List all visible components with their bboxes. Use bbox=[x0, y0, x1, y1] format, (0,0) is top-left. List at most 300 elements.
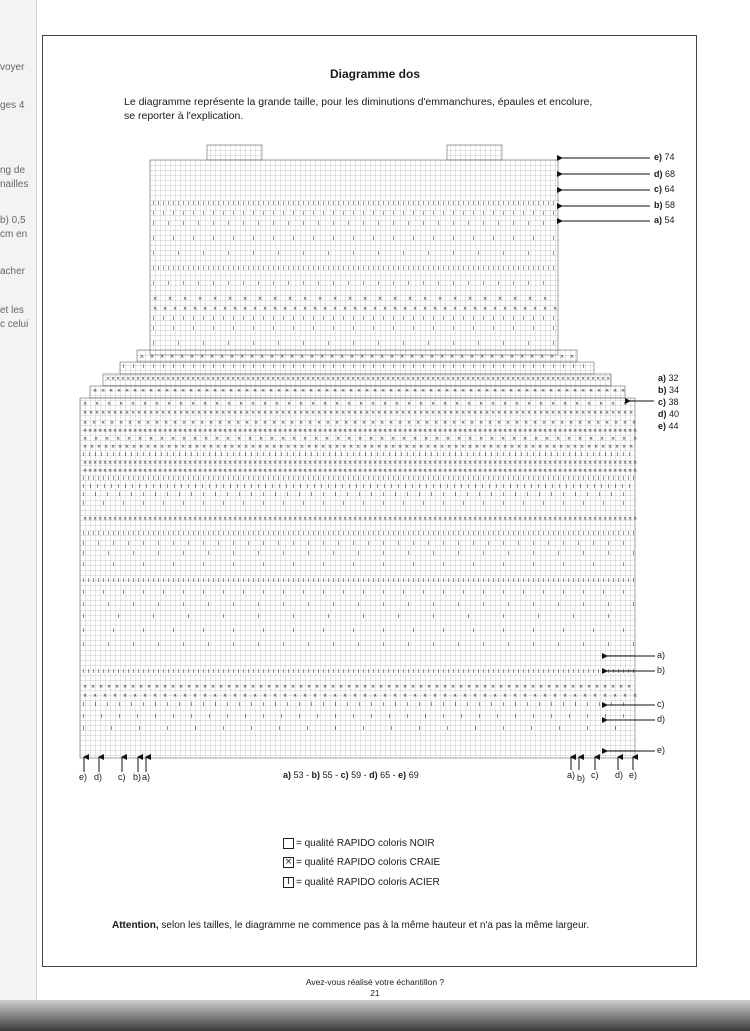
acier-stitch-mark: I bbox=[233, 476, 235, 482]
acier-stitch-mark: I bbox=[633, 602, 635, 608]
acier-stitch-mark: × bbox=[371, 684, 376, 690]
acier-stitch-mark: × bbox=[393, 516, 398, 522]
acier-stitch-mark: × bbox=[500, 354, 505, 360]
acier-stitch-mark: I bbox=[398, 531, 400, 537]
acier-stitch-mark: × bbox=[119, 420, 124, 426]
acier-stitch-mark: × bbox=[468, 516, 473, 522]
acier-stitch-mark: I bbox=[155, 492, 157, 498]
acier-stitch-mark: × bbox=[598, 428, 603, 434]
acier-stitch-mark: I bbox=[503, 452, 505, 458]
acier-stitch-mark: I bbox=[153, 614, 155, 620]
acier-stitch-mark: × bbox=[168, 460, 173, 466]
acier-stitch-mark: I bbox=[473, 266, 475, 272]
acier-stitch-mark: × bbox=[587, 684, 592, 690]
acier-stitch-mark: I bbox=[633, 642, 635, 648]
acier-stitch-mark: × bbox=[376, 376, 381, 382]
acier-stitch-mark: I bbox=[348, 531, 350, 537]
acier-stitch-mark: I bbox=[143, 578, 145, 584]
acier-stitch-mark: × bbox=[633, 460, 638, 466]
acier-stitch-mark: I bbox=[623, 590, 625, 596]
acier-stitch-mark: × bbox=[160, 354, 165, 360]
acier-stitch-mark: I bbox=[425, 714, 427, 720]
acier-stitch-mark: I bbox=[293, 484, 295, 490]
acier-stitch-mark: × bbox=[93, 388, 98, 394]
acier-stitch-mark: × bbox=[413, 306, 418, 312]
acier-stitch-mark: × bbox=[563, 401, 568, 407]
acier-stitch-mark: I bbox=[83, 501, 85, 507]
acier-stitch-mark: I bbox=[263, 714, 265, 720]
acier-stitch-mark: I bbox=[279, 726, 281, 732]
acier-stitch-mark: × bbox=[226, 376, 231, 382]
acier-stitch-mark: I bbox=[478, 669, 480, 675]
acier-stitch-mark: × bbox=[108, 516, 113, 522]
acier-stitch-mark: I bbox=[131, 702, 133, 708]
acier-stitch-mark: × bbox=[403, 306, 408, 312]
acier-stitch-mark: × bbox=[215, 436, 220, 442]
acier-stitch-mark: I bbox=[193, 236, 195, 242]
acier-stitch-mark: × bbox=[139, 444, 144, 450]
acier-stitch-mark: × bbox=[368, 516, 373, 522]
acier-stitch-mark: I bbox=[573, 476, 575, 482]
acier-stitch-mark: × bbox=[353, 693, 358, 699]
acier-stitch-mark: I bbox=[423, 266, 425, 272]
acier-stitch-mark: I bbox=[163, 476, 165, 482]
acier-stitch-mark: I bbox=[188, 578, 190, 584]
acier-stitch-mark: I bbox=[273, 326, 275, 332]
acier-stitch-mark: I bbox=[463, 201, 465, 207]
acier-stitch-mark: × bbox=[268, 468, 273, 474]
acier-stitch-mark: I bbox=[283, 578, 285, 584]
acier-stitch-mark: I bbox=[93, 578, 95, 584]
acier-stitch-mark: × bbox=[176, 376, 181, 382]
acier-stitch-mark: × bbox=[611, 401, 616, 407]
acier-stitch-mark: I bbox=[483, 281, 485, 287]
acier-stitch-mark: I bbox=[133, 669, 135, 675]
acier-stitch-mark: I bbox=[251, 484, 253, 490]
acier-stitch-mark: × bbox=[123, 460, 128, 466]
acier-stitch-mark: I bbox=[103, 501, 105, 507]
acier-stitch-mark: I bbox=[343, 211, 345, 217]
acier-stitch-mark: I bbox=[423, 201, 425, 207]
acier-stitch-mark: I bbox=[133, 642, 135, 648]
acier-stitch-mark: × bbox=[538, 428, 543, 434]
acier-stitch-mark: × bbox=[489, 444, 494, 450]
acier-stitch-mark: I bbox=[467, 452, 469, 458]
acier-stitch-mark: I bbox=[143, 452, 145, 458]
acier-stitch-mark: I bbox=[618, 531, 620, 537]
acier-stitch-mark: I bbox=[173, 326, 175, 332]
acier-stitch-mark: × bbox=[105, 436, 110, 442]
acier-stitch-mark: I bbox=[227, 702, 229, 708]
acier-stitch-mark: I bbox=[83, 476, 85, 482]
acier-stitch-mark: I bbox=[408, 531, 410, 537]
acier-stitch-mark: I bbox=[438, 578, 440, 584]
acier-stitch-mark: I bbox=[243, 590, 245, 596]
acier-stitch-mark: I bbox=[363, 578, 365, 584]
acier-stitch-mark: I bbox=[578, 476, 580, 482]
acier-stitch-mark: I bbox=[373, 364, 375, 370]
acier-stitch-mark: × bbox=[503, 444, 508, 450]
acier-stitch-mark: I bbox=[138, 531, 140, 537]
acier-stitch-mark: I bbox=[179, 492, 181, 498]
acier-stitch-mark: × bbox=[270, 354, 275, 360]
acier-stitch-mark: × bbox=[193, 468, 198, 474]
acier-stitch-mark: I bbox=[173, 316, 175, 322]
intro-text: Le diagramme représente la grande taille, pour les diminutions d'emmanchures, épaules et encolure, se reporter à l'explication. bbox=[124, 96, 593, 122]
acier-stitch-mark: × bbox=[458, 460, 463, 466]
acier-stitch-mark: × bbox=[183, 516, 188, 522]
acier-stitch-mark: I bbox=[83, 452, 85, 458]
acier-stitch-mark: × bbox=[587, 410, 592, 416]
acier-stitch-mark: × bbox=[198, 468, 203, 474]
acier-stitch-mark: × bbox=[383, 460, 388, 466]
acier-stitch-mark: I bbox=[378, 578, 380, 584]
acier-stitch-mark: × bbox=[153, 460, 158, 466]
acier-stitch-mark: I bbox=[478, 531, 480, 537]
acier-stitch-mark: I bbox=[517, 484, 519, 490]
acier-stitch-mark: I bbox=[493, 364, 495, 370]
acier-stitch-mark: I bbox=[137, 714, 139, 720]
acier-stitch-mark: × bbox=[419, 444, 424, 450]
acier-stitch-mark: × bbox=[341, 376, 346, 382]
acier-stitch-mark: × bbox=[383, 401, 388, 407]
acier-stitch-mark: I bbox=[243, 221, 245, 227]
acier-stitch-mark: I bbox=[118, 484, 120, 490]
acier-stitch-mark: I bbox=[183, 590, 185, 596]
acier-stitch-mark: I bbox=[533, 201, 535, 207]
acier-stitch-mark: I bbox=[533, 364, 535, 370]
acier-stitch-mark: I bbox=[403, 364, 405, 370]
acier-stitch-mark: I bbox=[363, 211, 365, 217]
acier-stitch-mark: I bbox=[208, 266, 210, 272]
acier-stitch-mark: × bbox=[267, 684, 272, 690]
acier-stitch-mark: I bbox=[233, 642, 235, 648]
acier-stitch-mark: I bbox=[599, 452, 601, 458]
acier-stitch-mark: × bbox=[545, 410, 550, 416]
acier-stitch-mark: × bbox=[468, 444, 473, 450]
acier-stitch-mark: × bbox=[283, 468, 288, 474]
acier-stitch-mark: × bbox=[163, 460, 168, 466]
acier-stitch-mark: × bbox=[263, 468, 268, 474]
acier-stitch-mark: × bbox=[551, 410, 556, 416]
acier-stitch-mark: × bbox=[280, 354, 285, 360]
acier-stitch-mark: × bbox=[359, 410, 364, 416]
acier-stitch-mark: I bbox=[359, 702, 361, 708]
acier-stitch-mark: × bbox=[453, 460, 458, 466]
acier-stitch-mark: I bbox=[173, 201, 175, 207]
acier-stitch-mark: × bbox=[253, 693, 258, 699]
acier-stitch-mark: I bbox=[383, 211, 385, 217]
acier-stitch-mark: I bbox=[358, 476, 360, 482]
acier-stitch-mark: I bbox=[185, 452, 187, 458]
acier-stitch-mark: I bbox=[213, 326, 215, 332]
acier-stitch-mark: × bbox=[287, 401, 292, 407]
acier-stitch-mark: I bbox=[373, 531, 375, 537]
acier-stitch-mark: I bbox=[293, 562, 295, 568]
acier-stitch-mark: I bbox=[378, 221, 380, 227]
acier-stitch-mark: I bbox=[153, 484, 155, 490]
acier-stitch-mark: I bbox=[603, 578, 605, 584]
acier-stitch-mark: I bbox=[513, 221, 515, 227]
acier-stitch-mark: × bbox=[553, 306, 558, 312]
acier-stitch-mark: I bbox=[448, 531, 450, 537]
acier-stitch-mark: I bbox=[308, 602, 310, 608]
acier-stitch-mark: × bbox=[573, 693, 578, 699]
acier-stitch-mark: × bbox=[347, 410, 352, 416]
acier-stitch-mark: I bbox=[433, 211, 435, 217]
acier-stitch-mark: I bbox=[543, 531, 545, 537]
acier-stitch-mark: × bbox=[523, 468, 528, 474]
acier-stitch-mark: I bbox=[488, 476, 490, 482]
acier-stitch-mark: × bbox=[193, 428, 198, 434]
acier-stitch-mark: × bbox=[403, 460, 408, 466]
acier-stitch-mark: × bbox=[493, 460, 498, 466]
acier-stitch-mark: I bbox=[569, 714, 571, 720]
acier-stitch-mark: I bbox=[173, 628, 175, 634]
acier-stitch-mark: I bbox=[503, 726, 505, 732]
acier-stitch-mark: I bbox=[475, 484, 477, 490]
acier-stitch-mark: I bbox=[318, 531, 320, 537]
acier-stitch-mark: × bbox=[583, 693, 588, 699]
acier-stitch-mark: × bbox=[83, 444, 88, 450]
acier-stitch-mark: I bbox=[428, 669, 430, 675]
acier-stitch-mark: × bbox=[573, 516, 578, 522]
acier-stitch-mark: I bbox=[393, 221, 395, 227]
acier-stitch-mark: I bbox=[89, 452, 91, 458]
acier-stitch-mark: × bbox=[463, 516, 468, 522]
acier-stitch-mark: × bbox=[133, 693, 138, 699]
acier-stitch-mark: I bbox=[458, 266, 460, 272]
acier-stitch-mark: I bbox=[403, 341, 405, 347]
acier-stitch-mark: × bbox=[193, 306, 198, 312]
acier-stitch-mark: I bbox=[531, 726, 533, 732]
acier-stitch-mark: I bbox=[443, 714, 445, 720]
acier-stitch-mark: I bbox=[543, 669, 545, 675]
acier-stitch-mark: × bbox=[275, 401, 280, 407]
margin-fragment: cm en bbox=[0, 229, 28, 240]
acier-stitch-mark: I bbox=[298, 476, 300, 482]
acier-stitch-mark: × bbox=[187, 684, 192, 690]
acier-stitch-mark: I bbox=[496, 484, 498, 490]
acier-stitch-mark: I bbox=[253, 531, 255, 537]
acier-stitch-mark: × bbox=[358, 516, 363, 522]
acier-stitch-mark: I bbox=[473, 562, 475, 568]
acier-stitch-mark: I bbox=[433, 326, 435, 332]
acier-stitch-mark: I bbox=[438, 281, 440, 287]
acier-stitch-mark: I bbox=[368, 578, 370, 584]
acier-stitch-mark: I bbox=[548, 531, 550, 537]
acier-stitch-mark: I bbox=[368, 669, 370, 675]
acier-stitch-mark: × bbox=[553, 468, 558, 474]
acier-stitch-mark: × bbox=[403, 684, 408, 690]
acier-stitch-mark: × bbox=[401, 376, 406, 382]
acier-stitch-mark: I bbox=[125, 452, 127, 458]
acier-stitch-mark: I bbox=[209, 484, 211, 490]
acier-stitch-mark: I bbox=[473, 452, 475, 458]
acier-stitch-mark: × bbox=[118, 444, 123, 450]
acier-stitch-mark: I bbox=[328, 251, 330, 257]
acier-stitch-mark: × bbox=[298, 468, 303, 474]
acier-stitch-mark: I bbox=[158, 266, 160, 272]
acier-stitch-mark: I bbox=[283, 590, 285, 596]
acier-stitch-mark: × bbox=[515, 420, 520, 426]
acier-stitch-mark: × bbox=[143, 428, 148, 434]
acier-stitch-mark: I bbox=[243, 266, 245, 272]
acier-stitch-mark: I bbox=[587, 492, 589, 498]
acier-stitch-mark: × bbox=[579, 684, 584, 690]
acier-stitch-mark: I bbox=[133, 602, 135, 608]
acier-stitch-mark: I bbox=[143, 492, 145, 498]
acier-stitch-mark: I bbox=[478, 476, 480, 482]
acier-stitch-mark: I bbox=[303, 211, 305, 217]
acier-stitch-mark: × bbox=[303, 460, 308, 466]
acier-stitch-mark: I bbox=[263, 590, 265, 596]
acier-stitch-mark: I bbox=[473, 628, 475, 634]
acier-stitch-mark: I bbox=[443, 628, 445, 634]
acier-stitch-mark: I bbox=[553, 578, 555, 584]
acier-stitch-mark: I bbox=[483, 531, 485, 537]
acier-stitch-mark: × bbox=[103, 468, 108, 474]
acier-stitch-mark: × bbox=[311, 376, 316, 382]
acier-stitch-mark: I bbox=[478, 251, 480, 257]
acier-stitch-mark: I bbox=[528, 578, 530, 584]
acier-stitch-mark: I bbox=[527, 702, 529, 708]
acier-stitch-mark: × bbox=[398, 516, 403, 522]
acier-stitch-mark: × bbox=[204, 436, 209, 442]
acier-stitch-mark: × bbox=[328, 516, 333, 522]
acier-stitch-mark: I bbox=[167, 726, 169, 732]
acier-stitch-mark: I bbox=[298, 201, 300, 207]
acier-stitch-mark: × bbox=[493, 693, 498, 699]
acier-stitch-mark: × bbox=[618, 468, 623, 474]
acier-stitch-mark: × bbox=[379, 684, 384, 690]
acier-stitch-mark: × bbox=[137, 420, 142, 426]
acier-stitch-mark: I bbox=[419, 492, 421, 498]
acier-stitch-mark: I bbox=[498, 266, 500, 272]
acier-stitch-mark: × bbox=[434, 420, 439, 426]
acier-stitch-mark: × bbox=[558, 428, 563, 434]
acier-stitch-mark: I bbox=[123, 531, 125, 537]
acier-stitch-mark: × bbox=[119, 410, 124, 416]
acier-stitch-mark: × bbox=[593, 410, 598, 416]
acier-stitch-mark: × bbox=[209, 444, 214, 450]
acier-stitch-mark: × bbox=[277, 388, 282, 394]
acier-stitch-mark: I bbox=[168, 669, 170, 675]
acier-stitch-mark: I bbox=[608, 531, 610, 537]
acier-stitch-mark: I bbox=[113, 452, 115, 458]
acier-stitch-mark: I bbox=[483, 221, 485, 227]
acier-stitch-mark: × bbox=[633, 693, 638, 699]
acier-stitch-mark: I bbox=[223, 531, 225, 537]
acier-stitch-mark: I bbox=[503, 316, 505, 322]
acier-stitch-mark: × bbox=[119, 401, 124, 407]
acier-stitch-mark: I bbox=[383, 541, 385, 547]
acier-stitch-mark: × bbox=[83, 410, 88, 416]
acier-stitch-mark: I bbox=[348, 266, 350, 272]
acier-stitch-mark: × bbox=[623, 516, 628, 522]
acier-stitch-mark: I bbox=[428, 201, 430, 207]
acier-stitch-mark: I bbox=[209, 714, 211, 720]
acier-stitch-mark: × bbox=[461, 388, 466, 394]
acier-stitch-mark: I bbox=[348, 476, 350, 482]
acier-stitch-mark: × bbox=[245, 420, 250, 426]
acier-stitch-mark: I bbox=[483, 590, 485, 596]
acier-stitch-mark: × bbox=[433, 468, 438, 474]
acier-stitch-mark: × bbox=[355, 684, 360, 690]
acier-stitch-mark: I bbox=[153, 266, 155, 272]
acier-stitch-mark: I bbox=[453, 266, 455, 272]
acier-stitch-mark: I bbox=[479, 702, 481, 708]
acier-stitch-mark: I bbox=[323, 562, 325, 568]
acier-stitch-mark: I bbox=[479, 452, 481, 458]
acier-stitch-mark: I bbox=[503, 492, 505, 498]
acier-stitch-mark: I bbox=[528, 669, 530, 675]
acier-stitch-mark: I bbox=[371, 452, 373, 458]
acier-stitch-mark: × bbox=[308, 428, 313, 434]
acier-stitch-mark: × bbox=[203, 401, 208, 407]
acier-stitch-mark: × bbox=[133, 516, 138, 522]
acier-stitch-mark: I bbox=[508, 642, 510, 648]
acier-stitch-mark: × bbox=[426, 444, 431, 450]
acier-stitch-mark: I bbox=[539, 492, 541, 498]
acier-stitch-mark: I bbox=[198, 266, 200, 272]
acier-stitch-mark: I bbox=[428, 266, 430, 272]
acier-stitch-mark: I bbox=[405, 484, 407, 490]
acier-stitch-mark: × bbox=[149, 436, 154, 442]
acier-stitch-mark: I bbox=[188, 484, 190, 490]
acier-stitch-mark: × bbox=[558, 516, 563, 522]
acier-stitch-mark: × bbox=[623, 401, 628, 407]
legend-acier: I = qualité RAPIDO coloris ACIER bbox=[283, 877, 440, 888]
acier-stitch-mark: I bbox=[103, 476, 105, 482]
acier-stitch-mark: I bbox=[258, 281, 260, 287]
acier-stitch-mark: I bbox=[553, 251, 555, 257]
acier-stitch-mark: I bbox=[488, 669, 490, 675]
acier-stitch-mark: × bbox=[488, 420, 493, 426]
acier-stitch-mark: × bbox=[281, 436, 286, 442]
acier-stitch-mark: × bbox=[398, 428, 403, 434]
acier-stitch-mark: I bbox=[538, 614, 540, 620]
acier-stitch-mark: × bbox=[333, 516, 338, 522]
acier-stitch-mark: I bbox=[338, 578, 340, 584]
acier-stitch-mark: × bbox=[273, 468, 278, 474]
acier-stitch-mark: × bbox=[155, 410, 160, 416]
acier-stitch-mark: × bbox=[605, 388, 610, 394]
acier-stitch-mark: I bbox=[233, 669, 235, 675]
acier-stitch-mark: × bbox=[347, 436, 352, 442]
acier-stitch-mark: I bbox=[174, 484, 176, 490]
acier-stitch-mark: × bbox=[423, 468, 428, 474]
acier-stitch-mark: I bbox=[573, 364, 575, 370]
acier-stitch-mark: I bbox=[213, 266, 215, 272]
acier-stitch-mark: × bbox=[287, 410, 292, 416]
acier-stitch-mark: I bbox=[123, 364, 125, 370]
acier-stitch-mark: I bbox=[251, 726, 253, 732]
acier-stitch-mark: I bbox=[195, 726, 197, 732]
acier-stitch-mark: × bbox=[543, 296, 548, 302]
acier-stitch-mark: I bbox=[358, 642, 360, 648]
acier-stitch-mark: × bbox=[498, 460, 503, 466]
acier-stitch-mark: I bbox=[633, 551, 635, 557]
acier-stitch-mark: × bbox=[83, 684, 88, 690]
acier-stitch-mark: I bbox=[83, 702, 85, 708]
acier-stitch-mark: I bbox=[155, 452, 157, 458]
acier-stitch-mark: I bbox=[108, 642, 110, 648]
acier-stitch-mark: I bbox=[563, 628, 565, 634]
acier-stitch-mark: × bbox=[412, 444, 417, 450]
acier-stitch-mark: I bbox=[258, 551, 260, 557]
acier-stitch-mark: I bbox=[513, 211, 515, 217]
